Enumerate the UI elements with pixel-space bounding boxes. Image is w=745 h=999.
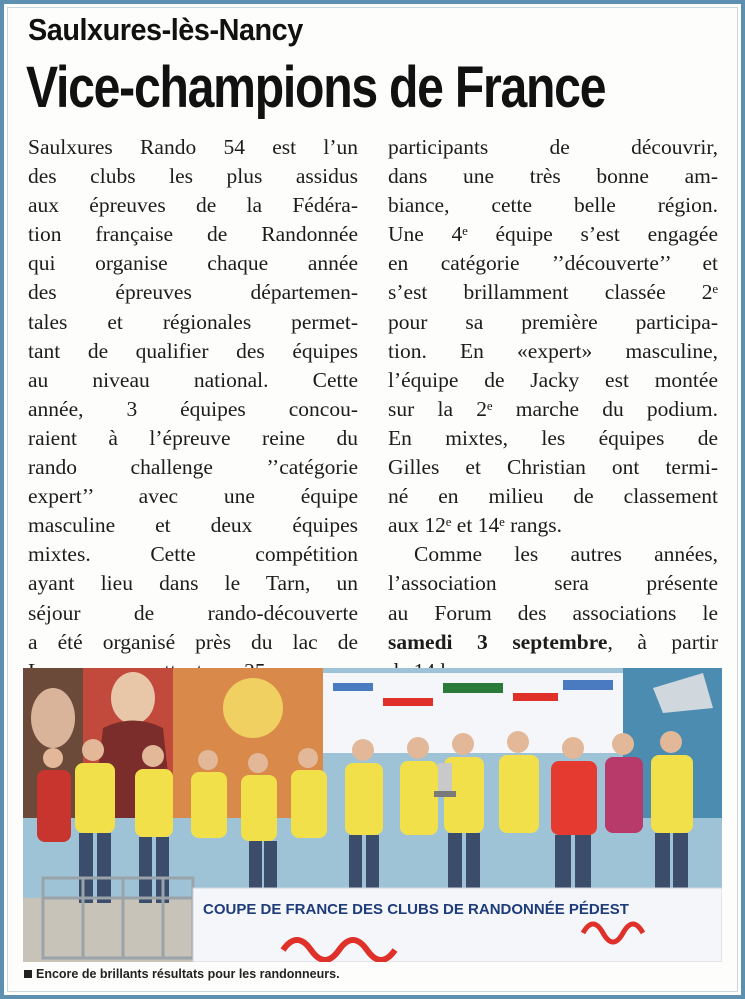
article-line: masculine et deux équipes	[28, 513, 358, 538]
article-column-left	[28, 133, 358, 686]
article-line: Comme les autres années,	[414, 542, 718, 567]
article-line: séjour de rando-découverte	[28, 600, 358, 625]
article-line: ayant lieu dans le Tarn, un	[28, 571, 358, 596]
article-line: En mixtes, les équipes de	[388, 425, 718, 450]
article-line: participants de découvrir,	[388, 135, 718, 159]
article-line: Saulxures Rando 54 est l’un	[28, 135, 358, 159]
article-line: expert’’ avec une équipe	[28, 484, 358, 509]
event-date-after: , à partir	[607, 629, 718, 654]
article-line: pour sa première participa-	[388, 309, 718, 334]
article-line: mixtes. Cette compétition	[28, 542, 358, 567]
article-line: né en milieu de classement	[388, 484, 718, 509]
article-line: tion. En «expert» masculine,	[388, 338, 718, 363]
article-line: raient à l’épreuve reine du	[28, 425, 358, 450]
article-headline: Vice-champions de France	[26, 55, 606, 120]
article-line: année, 3 équipes concou-	[28, 396, 358, 421]
article-line: l’association sera présente	[388, 571, 718, 596]
article-line	[388, 628, 718, 657]
article-line: en catégorie ’’découverte’’ et	[388, 251, 718, 276]
article-line: des clubs les plus assidus	[28, 164, 358, 189]
article-line: s’est brillamment classée 2ᵉ	[388, 280, 718, 305]
article-line: aux épreuves de la Fédéra-	[28, 193, 358, 218]
article-line: au niveau national. Cette	[28, 367, 358, 392]
banner-text: COUPE DE FRANCE DES CLUBS DE RANDONNÉE PÉDEST	[203, 901, 629, 918]
article-line: aux 12ᵉ et 14ᵉ rangs.	[388, 513, 563, 538]
article-line: dans une très bonne am-	[388, 164, 718, 189]
photo-caption	[24, 967, 340, 981]
event-date: samedi 3 septembre	[388, 629, 608, 654]
article-line: tion française de Randonnée	[28, 222, 358, 247]
article-column-right	[388, 133, 718, 686]
article-line: Gilles et Christian ont termi-	[388, 455, 718, 480]
article-line: a été organisé près du lac de	[28, 629, 358, 654]
article-line: biance, cette belle région.	[388, 193, 718, 218]
article-line: tales et régionales permet-	[28, 309, 358, 334]
article-kicker: Saulxures-lès-Nancy	[28, 12, 303, 47]
caption-bullet-icon	[24, 970, 32, 978]
article-line: sur la 2ᵉ marche du podium.	[388, 396, 718, 421]
caption-text: Encore de brillants résultats pour les randonneurs.	[36, 967, 340, 981]
article-line: au Forum des associations le	[388, 600, 718, 625]
article-line: Une 4ᵉ équipe s’est engagée	[388, 222, 718, 247]
article-line: des épreuves départemen-	[28, 280, 358, 305]
article-line: qui organise chaque année	[28, 251, 358, 276]
article-line: l’équipe de Jacky est montée	[388, 367, 718, 392]
team-photo-illustration	[23, 668, 722, 962]
team-photo	[23, 668, 722, 962]
article-line: rando challenge ’’catégorie	[28, 455, 358, 480]
article-line: tant de qualifier des équipes	[28, 338, 358, 363]
